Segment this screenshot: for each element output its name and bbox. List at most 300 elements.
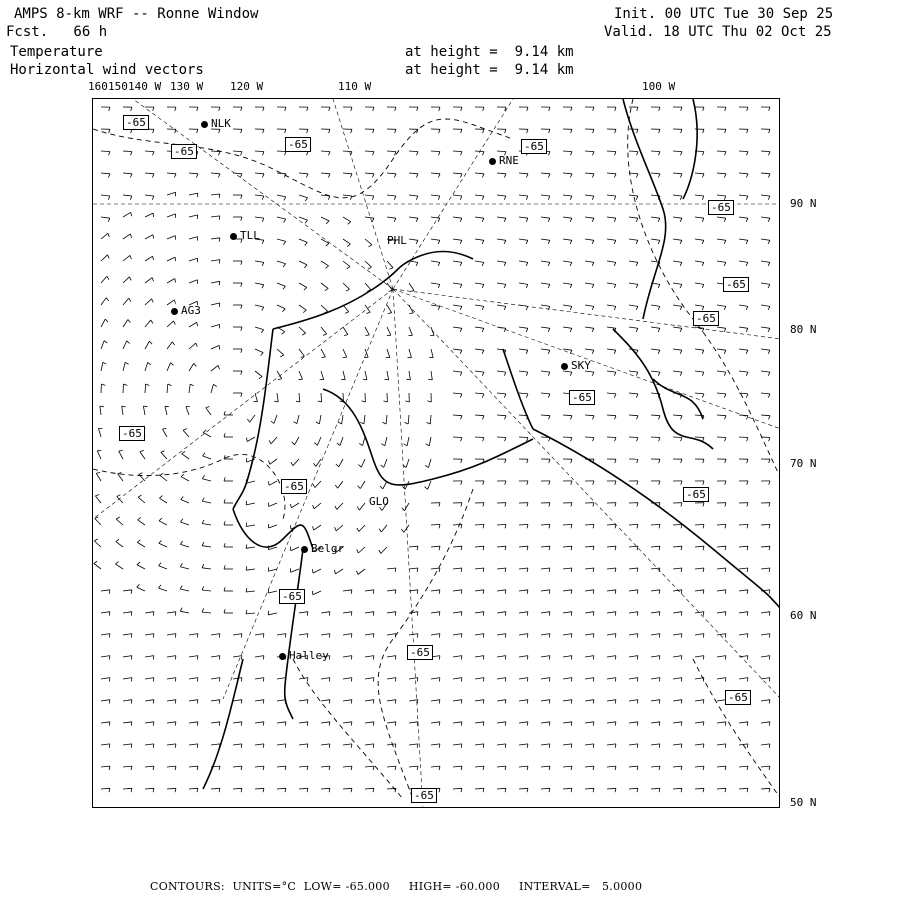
wind-barb-tick <box>681 656 682 660</box>
wind-barb-tick <box>505 503 506 507</box>
wind-barb <box>343 173 352 174</box>
wind-barb-tick <box>703 129 704 133</box>
wind-barb <box>739 349 748 350</box>
wind-barb <box>607 678 616 679</box>
wind-barb-tick <box>439 524 440 528</box>
wind-barb-tick <box>769 590 770 594</box>
wind-barb <box>246 525 255 527</box>
wind-barb-tick <box>483 129 484 133</box>
wind-barb <box>563 151 572 152</box>
wind-barb-tick <box>409 313 413 314</box>
wind-barb-tick <box>263 722 264 726</box>
wind-barb-tick <box>769 634 770 638</box>
wind-barb <box>717 766 726 767</box>
wind-barb-tick <box>615 678 616 682</box>
wind-barb <box>739 766 748 767</box>
wind-barb-tick <box>548 218 550 222</box>
wind-barb <box>321 722 330 723</box>
wind-barb-tick <box>593 438 594 442</box>
wind-barb-tick <box>725 744 726 748</box>
wind-barb-tick <box>659 612 660 616</box>
wind-barb <box>428 481 431 489</box>
wind-barb-tick <box>109 700 110 704</box>
wind-barb-tick <box>219 194 220 198</box>
wind-barb <box>409 327 412 335</box>
wind-barb-tick <box>769 503 770 507</box>
contour-label: -65 <box>281 479 307 494</box>
wind-barb <box>673 568 682 569</box>
wind-barb-tick <box>439 656 440 660</box>
wind-barb-tick <box>219 634 220 638</box>
wind-barb-tick <box>549 590 550 594</box>
wind-barb <box>189 700 198 701</box>
wind-barb <box>475 283 484 284</box>
wind-barb <box>607 283 616 284</box>
wind-barb-tick <box>131 700 132 704</box>
wind-barb <box>453 568 462 569</box>
wind-barb <box>123 234 130 239</box>
wind-barb <box>189 722 198 723</box>
wind-barb <box>386 415 387 424</box>
wind-barb-tick <box>549 503 550 507</box>
wind-barb <box>409 217 418 218</box>
wind-barb-tick <box>153 129 154 133</box>
wind-barb <box>475 744 484 745</box>
lat-label-60n: 60 N <box>790 609 817 622</box>
wind-barb-tick <box>395 107 396 111</box>
wind-barb <box>585 546 594 547</box>
wind-barb-tick <box>329 700 330 704</box>
wind-barb <box>101 195 110 196</box>
wind-barb-tick <box>115 562 118 565</box>
wind-barb <box>387 568 396 569</box>
wind-barb-tick <box>769 612 770 616</box>
wind-barb-tick <box>381 465 384 468</box>
wind-barb <box>123 255 130 261</box>
wind-barb-tick <box>103 362 106 364</box>
wind-barb-tick <box>406 401 410 402</box>
wind-barb <box>717 788 726 789</box>
wind-barb <box>475 678 484 679</box>
wind-barb <box>387 151 396 152</box>
wind-barb-tick <box>746 262 748 266</box>
wind-barb <box>563 678 572 679</box>
wind-barb <box>189 766 198 767</box>
wind-barb <box>277 261 286 264</box>
wind-barb-tick <box>307 788 308 792</box>
wind-barb-tick <box>427 401 431 402</box>
wind-barb <box>255 700 264 701</box>
wind-barb-tick <box>636 394 638 398</box>
wind-barb-tick <box>219 107 220 111</box>
wind-barb <box>563 744 572 745</box>
wind-barb-tick <box>548 262 550 266</box>
wind-barb <box>717 327 726 328</box>
wind-barb-tick <box>395 152 397 156</box>
wind-barb <box>183 430 189 437</box>
station-label: TLL <box>240 229 260 242</box>
wind-barb-tick <box>125 362 128 364</box>
wind-barb-tick <box>262 174 264 178</box>
wind-barb-tick <box>372 196 374 200</box>
wind-barb-tick <box>505 788 506 792</box>
wind-barb <box>761 766 770 767</box>
wind-barb-tick <box>219 722 220 726</box>
wind-barb-tick <box>224 411 225 415</box>
wind-barb <box>277 393 278 402</box>
wind-barb <box>585 700 594 701</box>
wind-barb-tick <box>637 612 638 616</box>
wind-barb-tick <box>724 240 726 244</box>
wind-barb <box>563 283 572 284</box>
wind-barb-tick <box>461 568 462 572</box>
wind-barb-tick <box>703 700 704 704</box>
wind-barb <box>211 324 220 327</box>
wind-barb-tick <box>241 634 242 638</box>
wind-barb <box>365 590 374 591</box>
wind-barb-tick <box>153 107 154 111</box>
wind-barb-tick <box>290 504 291 508</box>
wind-barb-tick <box>325 288 328 290</box>
wind-barb-tick <box>505 744 506 748</box>
wind-barb-tick <box>109 129 110 133</box>
wind-barb-tick <box>659 700 660 704</box>
wind-barb-tick <box>329 722 330 726</box>
wind-barb <box>299 261 307 265</box>
wind-barb <box>246 591 255 592</box>
wind-barb <box>321 283 328 288</box>
wind-barb-tick <box>137 584 140 587</box>
wind-barb <box>321 349 325 357</box>
wind-barb-tick <box>681 590 682 594</box>
wind-barb-tick <box>659 634 660 638</box>
wind-barb <box>409 766 418 767</box>
wind-barb <box>365 151 374 152</box>
wind-barb <box>145 320 151 327</box>
wind-barb <box>717 634 726 635</box>
wind-barb <box>673 261 682 262</box>
wind-barb <box>431 283 440 284</box>
wind-barb-tick <box>637 503 638 507</box>
wind-barb <box>585 656 594 657</box>
wind-barb <box>563 590 572 591</box>
wind-barb-tick <box>746 240 748 244</box>
wind-barb-tick <box>246 544 247 548</box>
wind-barb-tick <box>202 564 204 568</box>
wind-barb-tick <box>769 766 770 770</box>
station-marker-icon <box>201 121 208 128</box>
wind-barb-tick <box>219 152 221 156</box>
wind-barb <box>409 568 418 569</box>
wind-barb <box>180 611 189 613</box>
wind-barb <box>211 700 220 701</box>
wind-barb-tick <box>636 262 638 266</box>
wind-barb-tick <box>527 766 528 770</box>
wind-barb-tick <box>615 634 616 638</box>
wind-barb <box>629 590 638 591</box>
wind-barb-tick <box>131 612 132 616</box>
wind-barb-tick <box>130 277 132 281</box>
wind-barb-tick <box>571 438 572 442</box>
wind-barb-tick <box>461 656 462 660</box>
wind-barb <box>277 239 286 241</box>
contour-label: -65 <box>723 277 749 292</box>
wind-barb-tick <box>196 174 198 178</box>
wind-barb <box>695 634 704 635</box>
wind-barb-tick <box>526 394 528 398</box>
wind-barb <box>717 217 726 218</box>
contour-label: -65 <box>693 311 719 326</box>
wind-barb <box>607 766 616 767</box>
wind-barb <box>673 415 682 416</box>
wind-barb <box>95 496 101 503</box>
wind-barb <box>186 407 189 416</box>
wind-barb <box>651 327 660 328</box>
wind-barb-tick <box>571 568 572 572</box>
wind-barb <box>607 634 616 635</box>
wind-barb <box>695 612 704 613</box>
wind-barb <box>695 568 704 569</box>
wind-barb-tick <box>747 590 748 594</box>
wind-barb-tick <box>526 174 528 178</box>
wind-barb <box>409 678 418 679</box>
lat-label-70n: 70 N <box>790 457 817 470</box>
wind-barb-tick <box>768 240 770 244</box>
wind-barb-tick <box>615 744 616 748</box>
wind-barb <box>629 744 638 745</box>
wind-barb-tick <box>438 196 440 200</box>
station-marker-icon <box>279 653 286 660</box>
wind-barb <box>519 261 528 262</box>
wind-barb-tick <box>359 443 362 445</box>
wind-barb-tick <box>747 459 748 463</box>
wind-barb-tick <box>769 524 770 528</box>
wind-barb-tick <box>483 503 484 507</box>
wind-barb <box>475 722 484 723</box>
wind-barb <box>100 406 101 415</box>
wind-barb <box>519 371 528 372</box>
wind-barb <box>365 173 374 174</box>
wind-barb-tick <box>593 678 594 682</box>
wind-barb <box>255 678 264 679</box>
wind-barb <box>651 788 660 789</box>
wind-barb <box>211 656 220 657</box>
wind-barb-tick <box>527 459 528 463</box>
wind-barb <box>145 213 153 217</box>
wind-barb-tick <box>366 312 370 313</box>
wind-barb-tick <box>425 465 428 467</box>
wind-barb-tick <box>747 524 748 528</box>
wind-barb-tick <box>460 350 462 354</box>
wind-barb-tick <box>659 129 660 133</box>
wind-barb <box>739 437 748 438</box>
wind-barb-tick <box>129 298 131 301</box>
wind-barb <box>541 261 550 262</box>
wind-barb-tick <box>203 430 206 433</box>
wind-barb-tick <box>329 678 330 682</box>
wind-barb <box>497 656 506 657</box>
wind-barb-tick <box>346 289 350 291</box>
contour-label: -65 <box>708 200 734 215</box>
wind-barb <box>343 590 352 591</box>
wind-barb-tick <box>137 540 140 543</box>
wind-barb <box>340 437 343 446</box>
wind-barb <box>541 722 550 723</box>
wind-barb-tick <box>269 461 270 465</box>
wind-barb-tick <box>322 357 326 358</box>
wind-barb <box>717 349 726 350</box>
wind-barb-tick <box>344 335 348 336</box>
wind-barb <box>475 261 484 262</box>
wind-barb <box>497 722 506 723</box>
wind-barb-tick <box>615 590 616 594</box>
wind-barb-tick <box>769 481 770 485</box>
wind-barb <box>607 371 616 372</box>
wind-barb <box>431 239 440 240</box>
wind-barb <box>607 437 616 438</box>
wind-barb <box>233 744 242 745</box>
wind-barb <box>277 634 286 635</box>
wind-barb-tick <box>241 393 242 397</box>
wind-barb <box>475 173 484 174</box>
wind-barb-tick <box>549 634 550 638</box>
wind-barb-tick <box>395 129 396 133</box>
wind-barb-tick <box>725 129 726 133</box>
wind-barb <box>116 519 123 525</box>
wind-barb-tick <box>323 334 327 335</box>
wind-barb-tick <box>549 656 550 660</box>
wind-barb-tick <box>483 107 484 111</box>
wind-barb <box>317 437 321 445</box>
wind-barb <box>585 415 594 416</box>
wind-barb <box>541 700 550 701</box>
wind-barb-tick <box>219 700 220 704</box>
wind-barb-tick <box>96 472 100 473</box>
lat-label-50n: 50 N <box>790 796 817 809</box>
wind-barb-tick <box>153 256 154 260</box>
wind-barb-tick <box>505 459 506 463</box>
wind-barb <box>695 437 704 438</box>
wind-barb <box>336 525 343 531</box>
wind-barb <box>233 656 242 657</box>
wind-barb-tick <box>219 788 220 792</box>
wind-barb <box>277 722 286 723</box>
wind-barb <box>233 634 242 635</box>
wind-barb <box>269 503 277 507</box>
wind-barb-tick <box>460 394 462 398</box>
wind-barb <box>202 612 211 613</box>
wind-barb <box>343 678 352 679</box>
wind-barb <box>321 173 330 174</box>
wind-barb-tick <box>373 744 374 748</box>
station-label: RNE <box>499 154 519 167</box>
wind-barb <box>585 722 594 723</box>
wind-barb-tick <box>131 107 132 111</box>
wind-barb <box>519 524 528 525</box>
wind-barb-tick <box>395 656 396 660</box>
wind-barb-tick <box>153 744 154 748</box>
wind-barb-tick <box>615 459 616 463</box>
wind-barb-tick <box>549 107 550 111</box>
wind-barb <box>255 217 264 218</box>
wind-barb-tick <box>659 766 660 770</box>
wind-barb-tick <box>769 722 770 726</box>
wind-barb-tick <box>505 481 506 485</box>
wind-barb <box>189 258 198 261</box>
wind-barb-tick <box>224 477 225 481</box>
wind-barb <box>189 384 190 393</box>
wind-barb-tick <box>681 546 682 550</box>
wind-barb-tick <box>218 365 219 369</box>
wind-barb-tick <box>262 218 264 222</box>
wind-barb-tick <box>637 152 639 156</box>
wind-barb-tick <box>213 384 216 386</box>
wind-barb <box>365 283 371 290</box>
wind-barb-tick <box>636 306 638 310</box>
wind-barb <box>211 345 219 349</box>
wind-barb-tick <box>460 196 462 200</box>
wind-barb <box>739 327 748 328</box>
wind-barb-tick <box>197 107 198 111</box>
wind-barb <box>430 415 431 424</box>
lon-label-110w: 110 W <box>338 80 372 93</box>
wind-barb-tick <box>438 240 440 244</box>
wind-barb-tick <box>614 262 616 266</box>
wind-barb <box>739 788 748 789</box>
wind-barb-tick <box>373 107 374 111</box>
wind-barb <box>453 546 462 547</box>
wind-barb-tick <box>241 327 242 331</box>
wind-barb <box>497 590 506 591</box>
wind-barb <box>145 612 154 613</box>
wind-barb <box>250 415 255 422</box>
wind-barb <box>629 173 638 174</box>
wind-barb <box>761 327 770 328</box>
wind-barb-tick <box>307 700 308 704</box>
wind-barb-tick <box>482 174 484 178</box>
wind-barb <box>431 305 440 306</box>
wind-barb-tick <box>680 372 682 376</box>
wind-barb-tick <box>680 262 682 266</box>
wind-barb-tick <box>130 255 131 259</box>
wind-barb-tick <box>180 541 182 544</box>
wind-barb <box>409 349 412 358</box>
wind-barb <box>101 612 110 613</box>
wind-barb <box>202 524 211 526</box>
wind-barb <box>607 415 616 416</box>
wind-barb <box>739 261 748 262</box>
wind-barb <box>761 151 770 152</box>
wind-barb-tick <box>241 349 242 353</box>
wind-barb <box>497 217 506 218</box>
wind-barb <box>343 239 350 244</box>
wind-barb-tick <box>428 379 432 380</box>
wind-barb <box>299 349 304 356</box>
wind-barb <box>277 173 286 174</box>
wind-barb <box>519 437 528 438</box>
valid-time: Valid. 18 UTC Thu 02 Oct 25 <box>604 24 832 40</box>
wind-barb-tick <box>109 612 110 616</box>
wind-barb <box>167 257 175 261</box>
wind-barb-tick <box>571 700 572 704</box>
wind-barb <box>607 173 616 174</box>
wind-barb-tick <box>109 634 110 638</box>
wind-barb <box>739 612 748 613</box>
wind-barb-tick <box>302 333 305 335</box>
wind-barb <box>453 349 462 350</box>
wind-barb-tick <box>593 152 595 156</box>
wind-barb-tick <box>153 612 154 616</box>
